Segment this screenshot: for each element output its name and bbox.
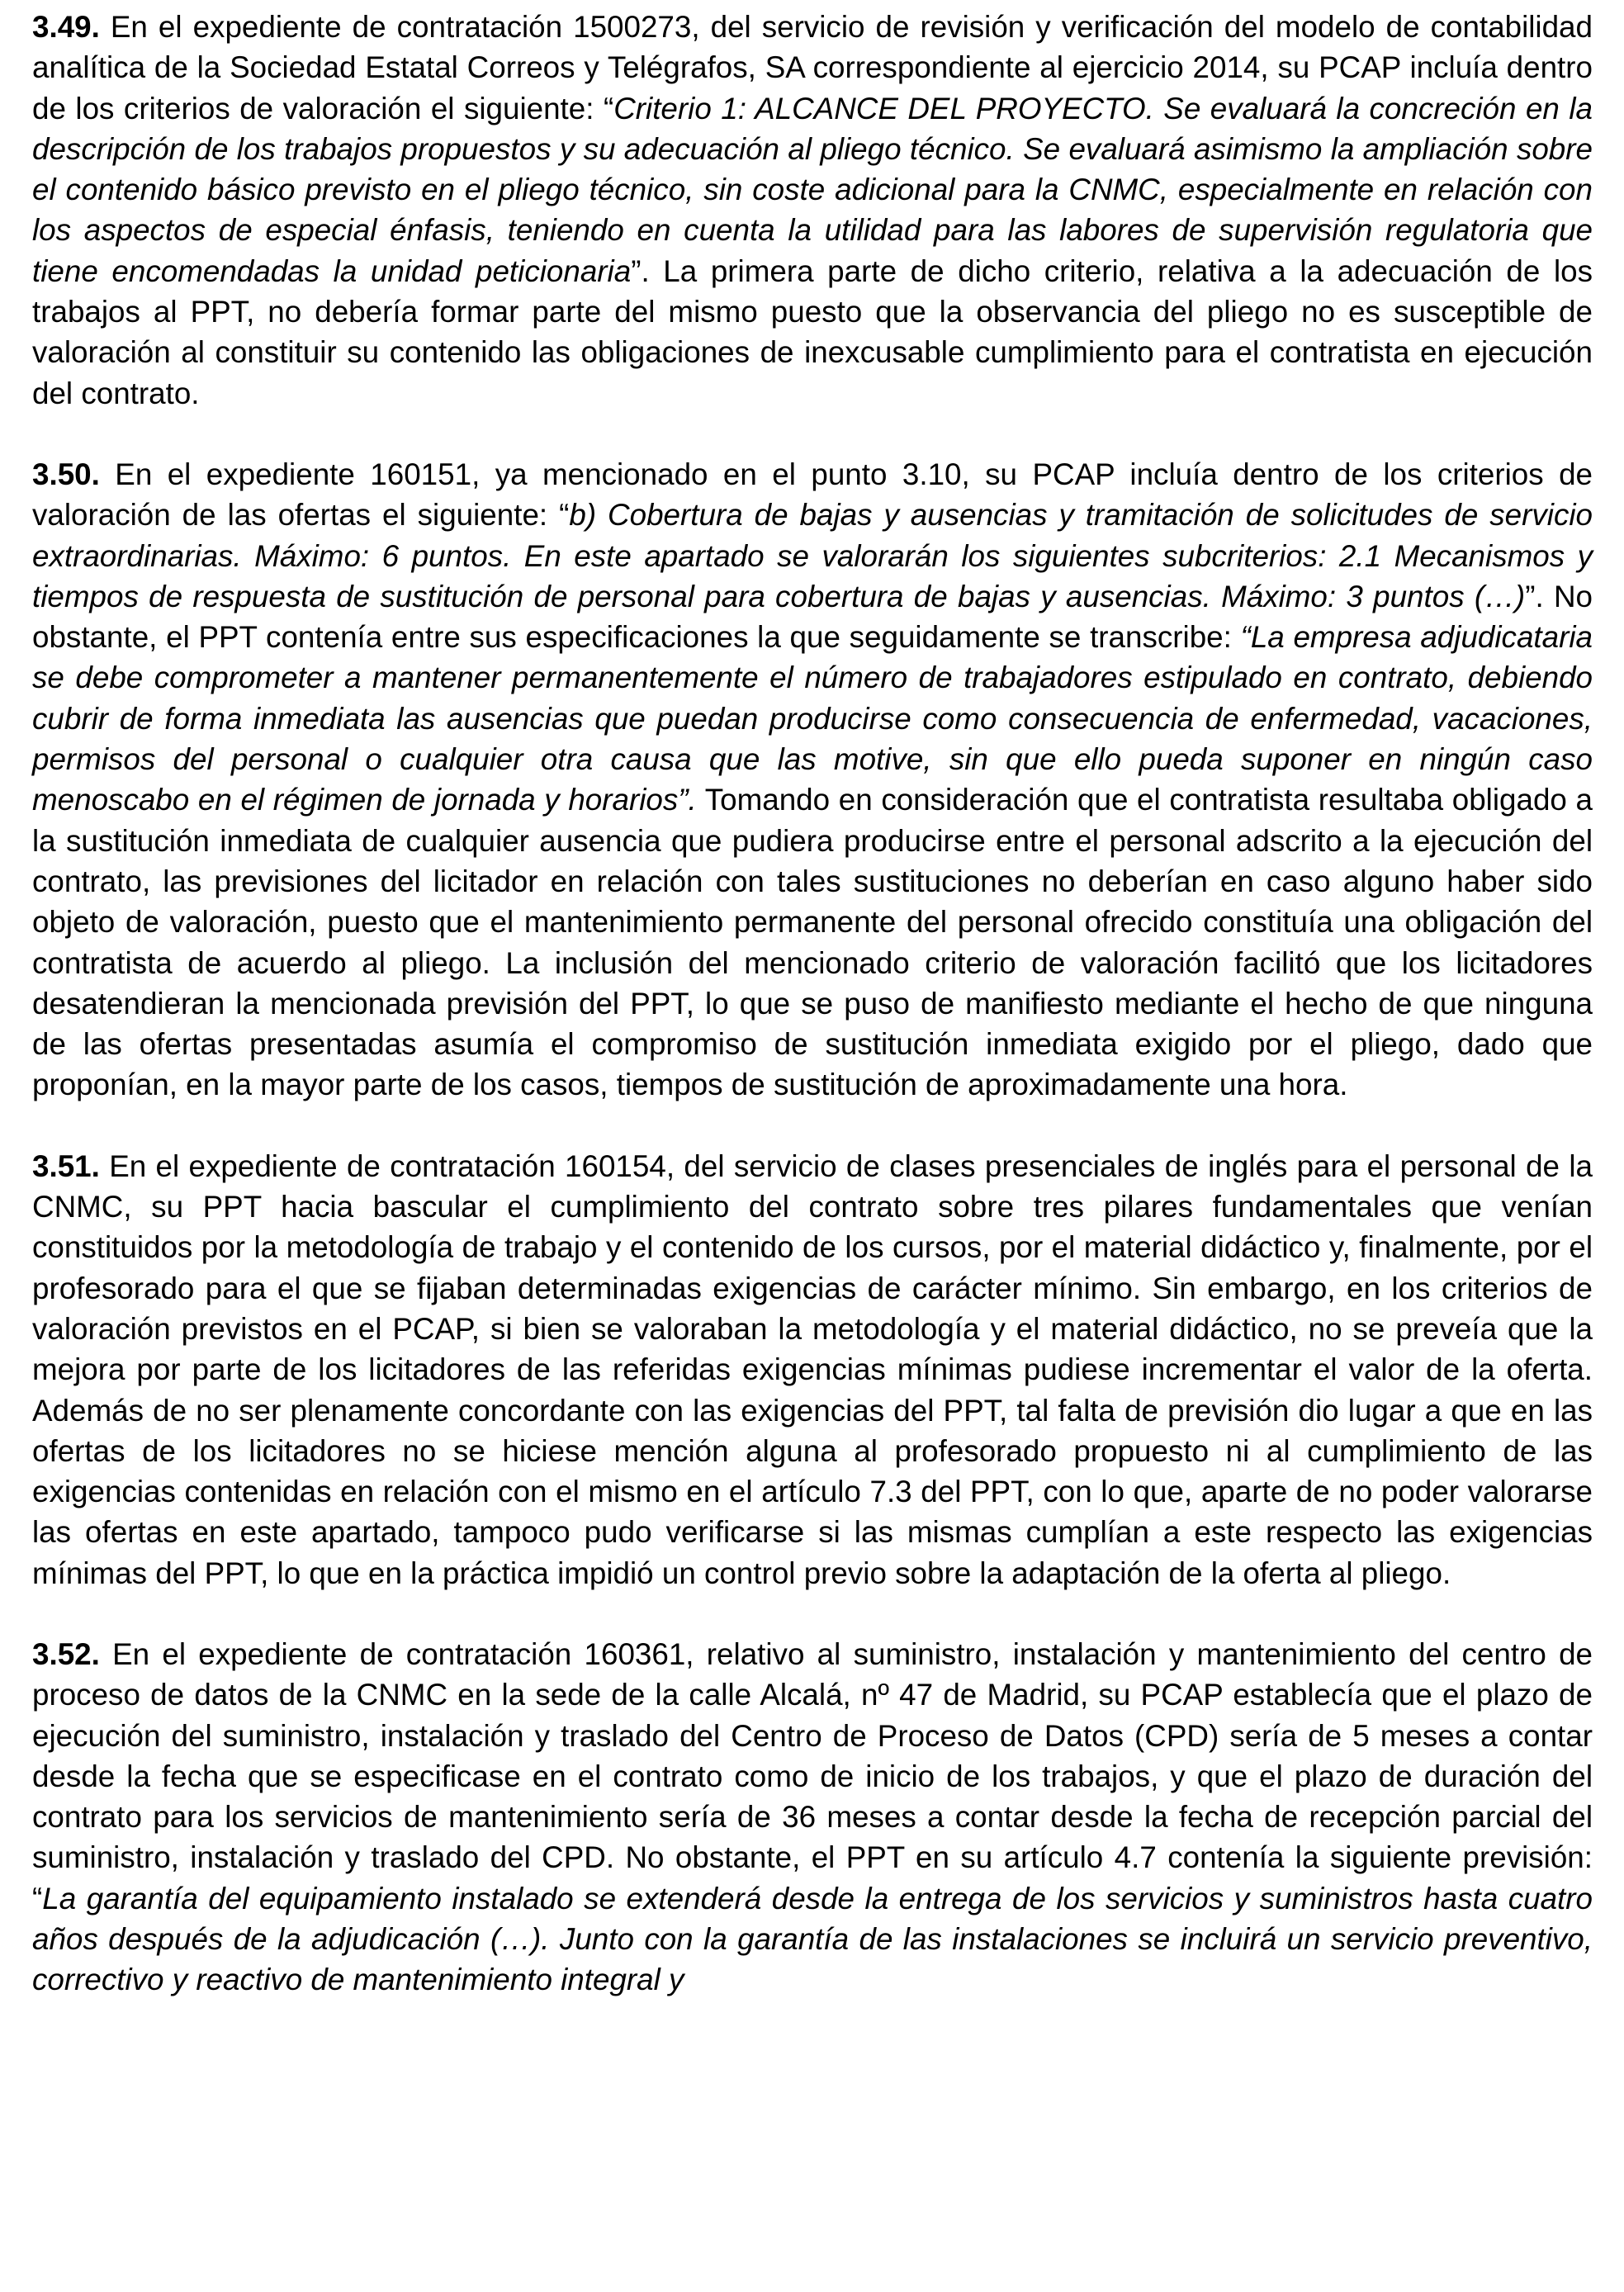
- paragraph-3-49: [32, 7, 1593, 414]
- paragraph-number: 3.52.: [32, 1636, 100, 1671]
- paragraph-text: ”. La primera parte de dicho criterio, relativa a la adecuación de los trabajos al PPT, no debería formar parte del mismo puesto que la observancia del pliego no es susceptible de valoración al constituir su contenido las obligaciones de inexcusable cumplimiento para el contratista en ejecución del contrato.: [32, 253, 1593, 410]
- quoted-ppt-text: “La empresa adjudicataria se debe comprometer a mantener permanentemente el número de trabajadores estipulado en contrato, debiendo cubrir de forma inmediata las ausencias que puedan producirse como consecuencia de enfermedad, vacaciones, permisos del personal o cualquier otra causa que las motive, sin que ello pueda suponer en ningún caso menoscabo en el régimen de jornada y horarios”.: [32, 620, 1593, 817]
- quoted-criterion-text: b) Cobertura de bajas y ausencias y tramitación de solicitudes de servicio extraordinarias. Máximo: 6 puntos. En este apartado se valorarán los siguientes subcriterios: 2.1 Mecanismos y tiempos de respuesta de sustitución de personal para cobertura de bajas y ausencias. Máximo: 3 puntos (…): [32, 498, 1593, 613]
- paragraph-number: 3.49.: [32, 10, 100, 44]
- paragraph-number: 3.51.: [32, 1148, 100, 1183]
- paragraph-text: Tomando en consideración que el contratista resultaba obligado a la sustitución inmediata de cualquier ausencia que pudiera producirse entre el personal adscrito a la ejecución del contrato, las previsiones del licitador en relación con tales sustituciones no deberían en caso alguno haber sido objeto de valoración, puesto que el mantenimiento permanente del personal ofrecido constituía una obligación del contratista de acuerdo al pliego. La inclusión del mencionado criterio de valoración facilitó que los licitadores desatendieran la mencionada previsión del PPT, lo que se puso de manifiesto mediante el hecho de que ninguna de las ofertas presentadas asumía el compromiso de sustitución inmediata exigido por el pliego, dado que proponían, en la mayor parte de los casos, tiempos de sustitución de aproximadamente una hora.: [32, 783, 1593, 1102]
- paragraph-number: 3.50.: [32, 457, 100, 491]
- paragraph-text: En el expediente de contratación 160361, relativo al suministro, instalación y mantenimiento del centro de proceso de datos de la CNMC en la sede de la calle Alcalá, nº 47 de Madrid, su PCAP establecía que el plazo de ejecución del suministro, instalación y traslado del Centro de Proceso de Datos (CPD) sería de 5 meses a contar desde la fecha que se especificase en el contrato como de inicio de los trabajos, y que el plazo de duración del contrato para los servicios de mantenimiento sería de 36 meses a contar desde la fecha de recepción parcial del suministro, instalación y traslado del CPD. No obstante, el PPT en su artículo 4.7 contenía la siguiente previsión: “: [32, 1636, 1593, 1916]
- paragraph-3-52: [32, 1634, 1593, 2001]
- document-page: [32, 7, 1593, 2041]
- paragraph-3-50: [32, 454, 1593, 1106]
- paragraph-3-51: [32, 1146, 1593, 1594]
- paragraph-text: ”. No obstante, el PPT contenía entre sus especificaciones la que seguidamente se transcribe:: [32, 579, 1593, 655]
- quoted-ppt-text: La garantía del equipamiento instalado se extenderá desde la entrega de los servicios y suministros hasta cuatro años después de la adjudicación (…). Junto con la garantía de las instalaciones se incluirá un servicio preventivo, correctivo y reactivo de mantenimiento integral y: [32, 1881, 1593, 1997]
- paragraph-text: En el expediente de contratación 160154, del servicio de clases presenciales de inglés para el personal de la CNMC, su PPT hacia bascular el cumplimiento del contrato sobre tres pilares fundamentales que venían constituidos por la metodología de trabajo y el contenido de los cursos, por el material didáctico y, finalmente, por el profesorado para el que se fijaban determinadas exigencias de carácter mínimo. Sin embargo, en los criterios de valoración previstos en el PCAP, si bien se valoraban la metodología y el material didáctico, no se preveía que la mejora por parte de los licitadores de las referidas exigencias mínimas pudiese incrementar el valor de la oferta. Además de no ser plenamente concordante con las exigencias del PPT, tal falta de previsión dio lugar a que en las ofertas de los licitadores no se hiciese mención alguna al profesorado propuesto ni al cumplimiento de las exigencias contenidas en relación con el mismo en el artículo 7.3 del PPT, con lo que, aparte de no poder valorarse las ofertas en este apartado, tampoco pudo verificarse si las mismas cumplían a este respecto las exigencias mínimas del PPT, lo que en la práctica impidió un control previo sobre la adaptación de la oferta al pliego.: [32, 1148, 1593, 1590]
- paragraph-text: En el expediente de contratación 1500273, del servicio de revisión y verificación del modelo de contabilidad analítica de la Sociedad Estatal Correos y Telégrafos, SA correspondiente al ejercicio 2014, su PCAP incluía dentro de los criterios de valoración el siguiente: “: [32, 10, 1593, 125]
- quoted-criterion-text: Criterio 1: ALCANCE DEL PROYECTO. Se evaluará la concreción en la descripción de los trabajos propuestos y su adecuación al pliego técnico. Se evaluará asimismo la ampliación sobre el contenido básico previsto en el pliego técnico, sin coste adicional para la CNMC, especialmente en relación con los aspectos de especial énfasis, teniendo en cuenta la utilidad para las labores de supervisión regulatoria que tiene encomendadas la unidad peticionaria: [32, 91, 1593, 288]
- paragraph-text: En el expediente 160151, ya mencionado en el punto 3.10, su PCAP incluía dentro de los criterios de valoración de las ofertas el siguiente: “: [32, 457, 1593, 533]
